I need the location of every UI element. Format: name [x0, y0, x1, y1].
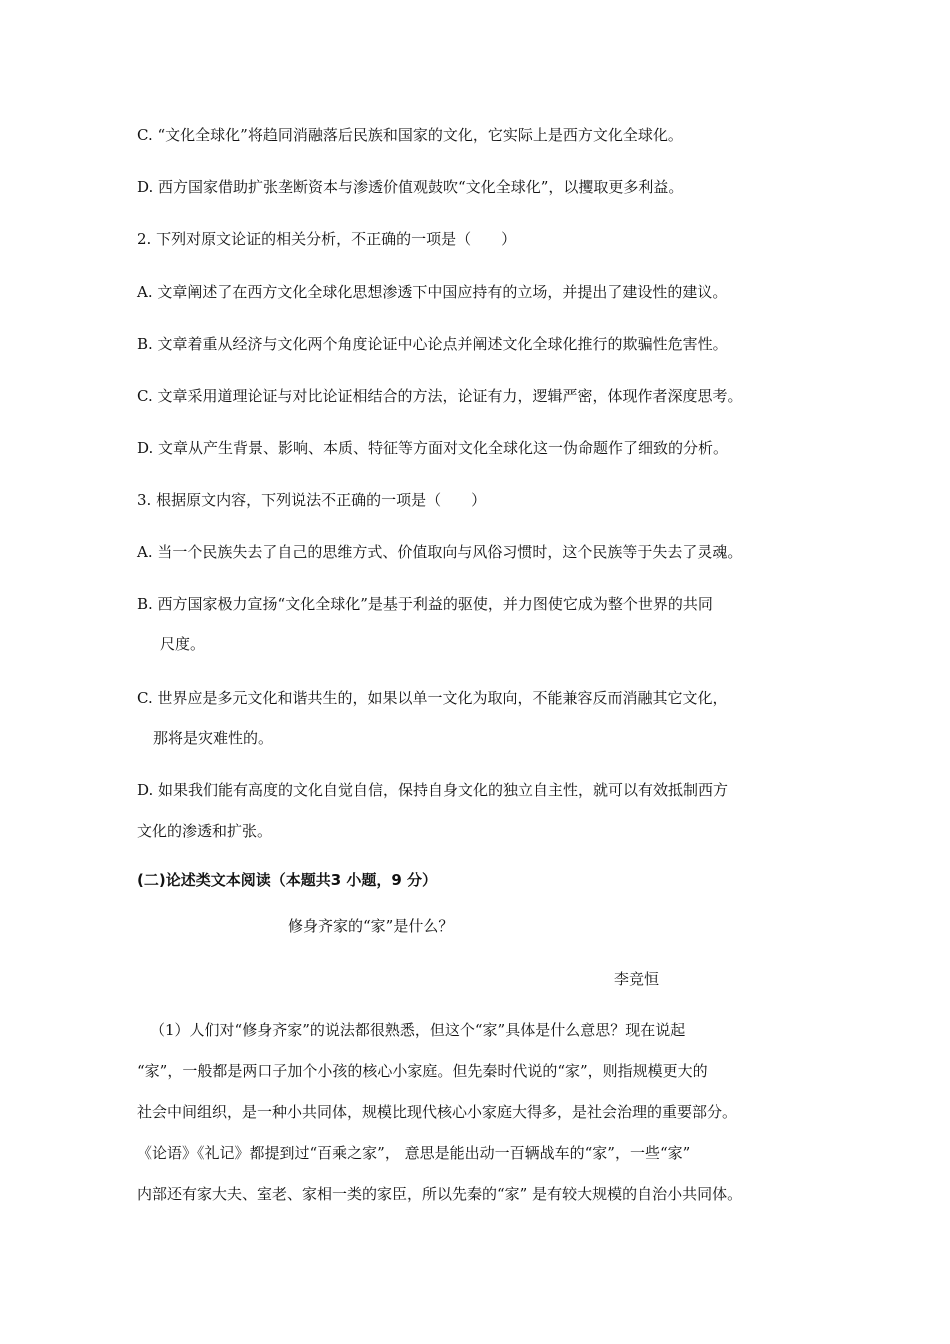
question-3: 3. 根据原文内容，下列说法不正确的一项是（ ）	[137, 491, 487, 509]
q3-option-c-line2: 那将是灾难性的。	[153, 729, 274, 747]
section-heading: (二)论述类文本阅读（本题共3 小题，9 分）	[137, 871, 438, 889]
q2-option-b: B. 文章着重从经济与文化两个角度论证中心论点并阐述文化全球化推行的欺骗性危害性。	[137, 335, 728, 353]
q1-option-c: C. “文化全球化”将趋同消融落后民族和国家的文化，它实际上是西方文化全球化。	[137, 126, 683, 144]
q3-option-c-line1: C. 世界应是多元文化和谐共生的，如果以单一文化为取向，不能兼容反而消融其它文化，	[137, 689, 728, 707]
q2-option-d: D. 文章从产生背景、影响、本质、特征等方面对文化全球化这一伪命题作了细致的分析。	[137, 439, 729, 457]
q2-option-c: C. 文章采用道理论证与对比论证相结合的方法，论证有力，逻辑严密，体现作者深度思考。	[137, 387, 743, 405]
q3-option-b-line1: B. 西方国家极力宣扬“文化全球化”是基于利益的驱使，并力图使它成为整个世界的共同	[137, 595, 713, 613]
paragraph-line-5: 内部还有家大夫、室老、家相一类的家臣，所以先秦的“家” 是有较大规模的自治小共同体。	[137, 1185, 743, 1203]
article-author: 李竞恒	[614, 970, 660, 988]
q2-option-a: A. 文章阐述了在西方文化全球化思想渗透下中国应持有的立场，并提出了建设性的建议。	[137, 283, 728, 301]
q3-option-b-line2: 尺度。	[160, 635, 206, 653]
q3-option-d-line2: 文化的渗透和扩张。	[137, 822, 273, 840]
paragraph-line-1: （1）人们对“修身齐家”的说法都很熟悉，但这个“家”具体是什么意思？现在说起	[150, 1021, 686, 1039]
paragraph-line-3: 社会中间组织，是一种小共同体，规模比现代核心小家庭大得多，是社会治理的重要部分。	[137, 1103, 738, 1121]
paragraph-line-4: 《论语》《礼记》都提到过“百乘之家”， 意思是能出动一百辆战车的“家”，一些“家”	[137, 1144, 691, 1162]
q1-option-d: D. 西方国家借助扩张垄断资本与渗透价值观鼓吹“文化全球化”，以攫取更多利益。	[137, 178, 684, 196]
q3-option-d-line1: D. 如果我们能有高度的文化自觉自信，保持自身文化的独立自主性，就可以有效抵制西方	[137, 781, 729, 799]
q3-option-a: A. 当一个民族失去了自己的思维方式、价值取向与风俗习惯时，这个民族等于失去了灵魂。	[137, 543, 743, 561]
question-2: 2. 下列对原文论证的相关分析，不正确的一项是（ ）	[137, 230, 517, 248]
paragraph-line-2: “家”，一般都是两口子加个小孩的核心小家庭。但先秦时代说的“家”，则指规模更大的	[137, 1062, 708, 1080]
article-title: 修身齐家的“家”是什么？	[288, 917, 454, 935]
